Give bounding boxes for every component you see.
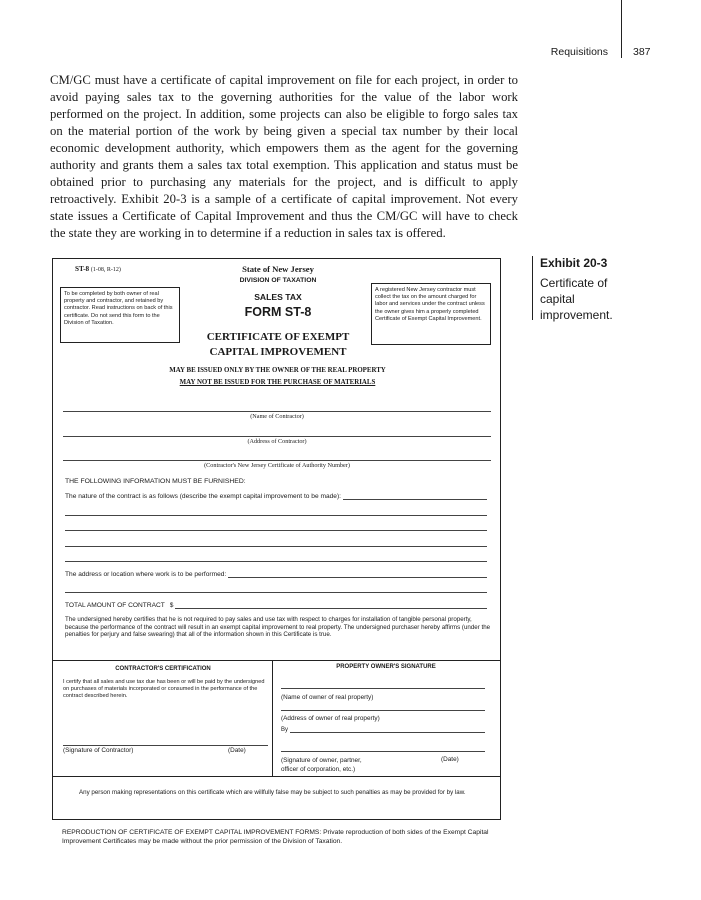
location-line-2[interactable] — [65, 592, 487, 593]
owner-name-line[interactable] — [281, 688, 485, 689]
owner-signature-caption-2: officer of corporation, etc.) — [281, 766, 356, 773]
by-field[interactable] — [281, 727, 485, 733]
contractor-signature-caption: (Signature of Contractor) — [63, 747, 134, 754]
instructions-box-right: A registered New Jersey contractor must collect the tax on the amount charged for labor and services under the contract unless the owner gives him a properly completed Certificate of Exempt Capital Improvement. — [371, 283, 491, 345]
form-id: ST-8 (1-08, R-12) — [75, 265, 121, 273]
authority-number-caption: (Contractor's New Jersey Certificate of Authority Number) — [204, 462, 350, 469]
reproduction-note: REPRODUCTION OF CERTIFICATE OF EXEMPT CAPITAL IMPROVEMENT FORMS: Private reproduction of both sides of the Exempt Capital Improvement Certificates may be made without the prior permission of the Division of Taxation. — [62, 829, 489, 845]
contractor-address-line[interactable] — [63, 436, 491, 437]
nature-field[interactable] — [65, 493, 487, 500]
page-number: 387 — [633, 46, 651, 58]
owner-signature-caption-1: (Signature of owner, partner, — [281, 757, 362, 764]
issued-by-note: MAY BE ISSUED ONLY BY THE OWNER OF THE REAL PROPERTY — [169, 367, 386, 374]
form-st8 — [52, 258, 501, 820]
exhibit-title: Exhibit 20-3 — [540, 256, 608, 270]
body-paragraph: CM/GC must have a certificate of capital improvement on file for each project, in order to avoid paying sales tax to the governing authorities for the value of the labor work performed on the project. In addition, some projects can also be eligible to forgo sales tax on the material portion of the work by being given a special tax number by their local economic development authority, which empowers them as the agent for the governing authority and grants them a sales tax total exemption. This application and status must be obtained prior to purchasing any materials for the project, and is difficult to apply retroactively. Exhibit 20-3 is a sample of a certificate of capital improvement. Not every state issues a Certificate of Capital Improvement and thus the CM/GC will have to check the state they are working in to determine if a reduction in sales tax is offered. — [50, 73, 518, 240]
nature-line-3[interactable] — [65, 530, 487, 531]
signature-section — [53, 660, 500, 777]
contractor-signature-line[interactable] — [63, 745, 268, 746]
not-issued-note: MAY NOT BE ISSUED FOR THE PURCHASE OF MATERIALS — [179, 379, 376, 386]
total-amount-label: TOTAL AMOUNT OF CONTRACT — [65, 602, 165, 609]
penalty-note: Any person making representations on this certificate which are willfully false may be subject to such penalties as may be provided for by law. — [79, 789, 466, 796]
nature-line-4[interactable] — [65, 546, 487, 547]
owner-sig-heading: PROPERTY OWNER'S SIGNATURE — [336, 664, 436, 670]
state-name: State of New Jersey — [242, 264, 314, 274]
certificate-title-2: CAPITAL IMPROVEMENT — [209, 346, 347, 358]
location-fill-line — [228, 572, 487, 578]
running-header-section: Requisitions — [550, 46, 608, 58]
header-rule — [621, 0, 622, 58]
contractor-name-caption: (Name of Contractor) — [250, 413, 304, 420]
owner-date-caption: (Date) — [441, 756, 459, 763]
form-name: FORM ST-8 — [244, 305, 312, 319]
signature-section-divider — [272, 660, 273, 777]
division-name: DIVISION OF TAXATION — [239, 277, 317, 284]
by-fill-line — [290, 727, 485, 733]
contractor-address-caption: (Address of Contractor) — [247, 438, 307, 445]
info-heading: THE FOLLOWING INFORMATION MUST BE FURNISHED: — [65, 478, 246, 485]
contractor-date-caption: (Date) — [228, 747, 246, 754]
owner-signature-caption — [281, 756, 362, 774]
total-amount-fill-line — [175, 603, 487, 609]
location-label: The address or location where work is to be performed: — [65, 571, 227, 578]
dollar-sign: $ — [169, 602, 174, 609]
certificate-title-1: CERTIFICATE OF EXEMPT — [206, 331, 350, 343]
certification-statement: The undersigned hereby certifies that he is not required to pay sales and use tax with respect to charges for installation of tangible personal property, because the performance of the contract will result in an exempt capital improvement to real property. The undersigned purchaser hereby affirms (under the penalties for perjury and false swearing) that all of the information shown in this Certificate is true. — [65, 616, 491, 639]
owner-signature-line[interactable] — [281, 751, 485, 752]
authority-number-line[interactable] — [63, 460, 491, 461]
contractor-name-line[interactable] — [63, 411, 491, 412]
nature-line-5[interactable] — [65, 561, 487, 562]
sales-tax-label: SALES TAX — [254, 292, 302, 302]
location-field[interactable] — [65, 571, 487, 578]
contractor-cert-text: I certify that all sales and use tax due has been or will be paid by the undersigned on purchases of materials incorporated or consumed in the performance of the contract described herein. — [63, 679, 265, 699]
exhibit-rule — [532, 256, 533, 320]
by-label: By — [281, 727, 289, 733]
instructions-box-left: To be completed by both owner of real property and contractor, and retained by contractor. Read instructions on back of this certificate. Do not send this form to the Division of Taxation. — [60, 287, 180, 343]
nature-label: The nature of the contract is as follows (describe the exempt capital improvement to be made): — [65, 493, 341, 500]
owner-name-caption: (Name of owner of real property) — [281, 694, 374, 701]
nature-line-2[interactable] — [65, 515, 487, 516]
nature-fill-line — [343, 494, 487, 500]
owner-address-line[interactable] — [281, 710, 485, 711]
total-amount-field[interactable] — [65, 602, 487, 609]
contractor-cert-heading: CONTRACTOR'S CERTIFICATION — [115, 666, 211, 672]
exhibit-caption: Certificate of capital improvement. — [540, 276, 613, 322]
owner-address-caption: (Address of owner of real property) — [281, 715, 380, 722]
